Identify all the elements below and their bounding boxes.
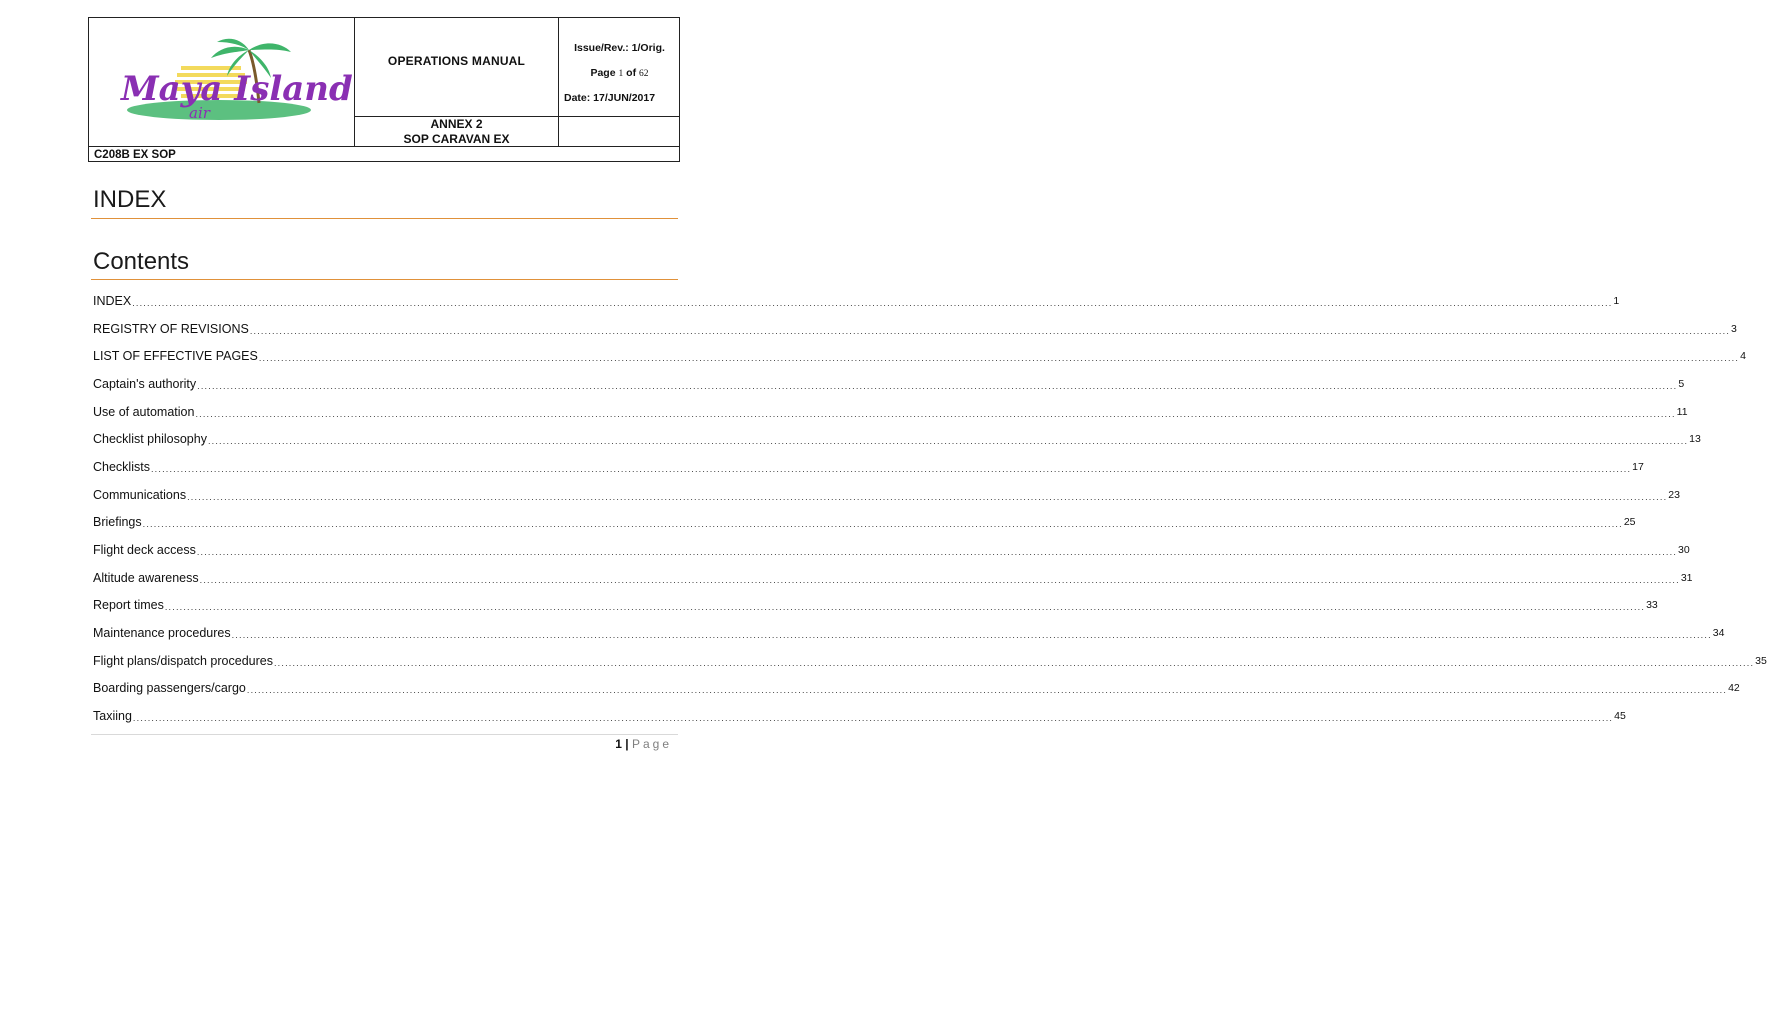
footer-separator: | <box>625 737 629 751</box>
toc-entry[interactable] <box>93 564 1693 592</box>
heading-rule <box>91 279 678 280</box>
toc-entry[interactable] <box>93 536 1690 564</box>
toc-entry-title: Captain's authority <box>93 376 197 391</box>
toc-entry-title: Taxiing <box>93 709 132 724</box>
toc-entry[interactable] <box>93 592 1658 620</box>
toc-entry[interactable] <box>93 702 1626 730</box>
toc-leader-dots: ................................................................................................................................................................................................................................................................................................................................................................................................................ <box>195 408 1676 419</box>
toc-entry[interactable] <box>93 647 1767 675</box>
toc-leader-dots: ................................................................................................................................................................................................................................................................................................................................................................................................................ <box>207 436 1689 447</box>
toc-leader-dots: ................................................................................................................................................................................................................................................................................................................................................................................................................ <box>164 602 1646 613</box>
annex-title <box>355 117 558 147</box>
maya-island-air-logo <box>119 38 353 128</box>
toc-entry[interactable] <box>93 481 1680 509</box>
heading-rule <box>91 218 678 219</box>
toc-entry[interactable] <box>93 619 1725 647</box>
toc-entry-title: INDEX <box>93 293 132 308</box>
page-indicator <box>559 67 680 79</box>
toc-leader-dots: ................................................................................................................................................................................................................................................................................................................................................................................................................ <box>132 713 1614 724</box>
footer-page-number: 1 <box>615 737 622 751</box>
toc-entry-page: 23 <box>1668 488 1680 501</box>
toc-entry[interactable] <box>93 675 1740 703</box>
toc-leader-dots: ................................................................................................................................................................................................................................................................................................................................................................................................................ <box>142 519 1623 530</box>
toc-leader-dots: ................................................................................................................................................................................................................................................................................................................................................................................................................ <box>150 463 1632 474</box>
toc-entry-page: 17 <box>1632 460 1644 473</box>
manual-title: OPERATIONS MANUAL <box>387 54 526 68</box>
toc-entry-page: 45 <box>1614 710 1626 723</box>
header-divider <box>558 18 559 146</box>
toc-entry[interactable] <box>93 509 1636 537</box>
toc-leader-dots: ................................................................................................................................................................................................................................................................................................................................................................................................................ <box>199 574 1680 585</box>
toc-entry[interactable] <box>93 370 1685 398</box>
page-total: 62 <box>639 69 649 79</box>
document-header <box>88 17 680 162</box>
footer-rule <box>91 734 678 735</box>
toc-leader-dots: ................................................................................................................................................................................................................................................................................................................................................................................................................ <box>187 491 1668 502</box>
toc-entry-page: 25 <box>1623 516 1636 529</box>
toc-leader-dots: ................................................................................................................................................................................................................................................................................................................................................................................................................ <box>249 325 1731 336</box>
toc-leader-dots: ................................................................................................................................................................................................................................................................................................................................................................................................................ <box>246 685 1728 696</box>
toc-entry-page: 11 <box>1676 405 1688 418</box>
toc-entry-page: 1 <box>1613 294 1620 307</box>
toc-leader-dots: ................................................................................................................................................................................................................................................................................................................................................................................................................ <box>258 353 1740 364</box>
contents-heading: Contents <box>93 248 190 275</box>
toc-entry-title: Checklists <box>93 459 150 474</box>
toc-entry[interactable] <box>93 342 1746 370</box>
toc-entry-page: 34 <box>1712 627 1725 640</box>
toc-entry-page: 33 <box>1646 599 1658 612</box>
toc-leader-dots: ................................................................................................................................................................................................................................................................................................................................................................................................................ <box>132 297 1613 308</box>
toc-leader-dots: ................................................................................................................................................................................................................................................................................................................................................................................................................ <box>196 547 1678 558</box>
logo-subtext: air <box>189 104 210 122</box>
logo-cell <box>89 18 354 146</box>
footer-page-word: Page <box>631 737 672 751</box>
toc-entry-title: Maintenance procedures <box>93 626 231 641</box>
toc-entry[interactable] <box>93 398 1688 426</box>
toc-entry-title: LIST OF EFFECTIVE PAGES <box>93 349 258 364</box>
annex-line-1: ANNEX 2 <box>430 117 483 131</box>
document-code: C208B EX SOP <box>94 149 176 161</box>
toc-entry-page: 30 <box>1678 544 1690 557</box>
toc-leader-dots: ................................................................................................................................................................................................................................................................................................................................................................................................................ <box>197 380 1678 391</box>
toc-entry-page: 4 <box>1740 350 1746 363</box>
toc-entry-title: Briefings <box>93 515 142 530</box>
toc-entry-title: Boarding passengers/cargo <box>93 681 246 696</box>
toc-leader-dots: ................................................................................................................................................................................................................................................................................................................................................................................................................ <box>273 657 1755 668</box>
toc-entry[interactable] <box>93 425 1701 453</box>
toc-entry-title: Checklist philosophy <box>93 432 207 447</box>
toc-entry[interactable] <box>93 287 1620 315</box>
index-heading: INDEX <box>93 186 167 213</box>
table-of-contents <box>93 287 1767 730</box>
toc-entry-page: 5 <box>1678 377 1685 390</box>
toc-entry-page: 13 <box>1689 433 1701 446</box>
logo-wordmark: Maya Island <box>121 69 353 109</box>
issue-date: Date: 17/JUN/2017 <box>564 92 656 104</box>
toc-leader-dots: ................................................................................................................................................................................................................................................................................................................................................................................................................ <box>231 630 1712 641</box>
issue-revision: Issue/Rev.: 1/Orig. <box>574 42 665 54</box>
page-current: 1 <box>618 69 624 79</box>
toc-entry-page: 3 <box>1731 322 1737 335</box>
page-of: of <box>626 67 637 79</box>
page-label: Page <box>590 67 616 79</box>
page-footer <box>615 737 672 751</box>
annex-line-2: SOP CARAVAN EX <box>403 132 510 146</box>
toc-entry-title: Use of automation <box>93 404 195 419</box>
toc-entry-page: 31 <box>1680 571 1693 584</box>
toc-entry-page: 42 <box>1728 682 1740 695</box>
toc-entry-title: Report times <box>93 598 164 613</box>
toc-entry[interactable] <box>93 453 1644 481</box>
toc-entry-page: 35 <box>1755 654 1767 667</box>
toc-entry-title: Flight plans/dispatch procedures <box>93 653 273 668</box>
toc-entry-title: Communications <box>93 487 187 502</box>
toc-entry-title: Altitude awareness <box>93 570 199 585</box>
toc-entry[interactable] <box>93 315 1737 343</box>
toc-entry-title: REGISTRY OF REVISIONS <box>93 321 249 336</box>
toc-entry-title: Flight deck access <box>93 543 196 558</box>
